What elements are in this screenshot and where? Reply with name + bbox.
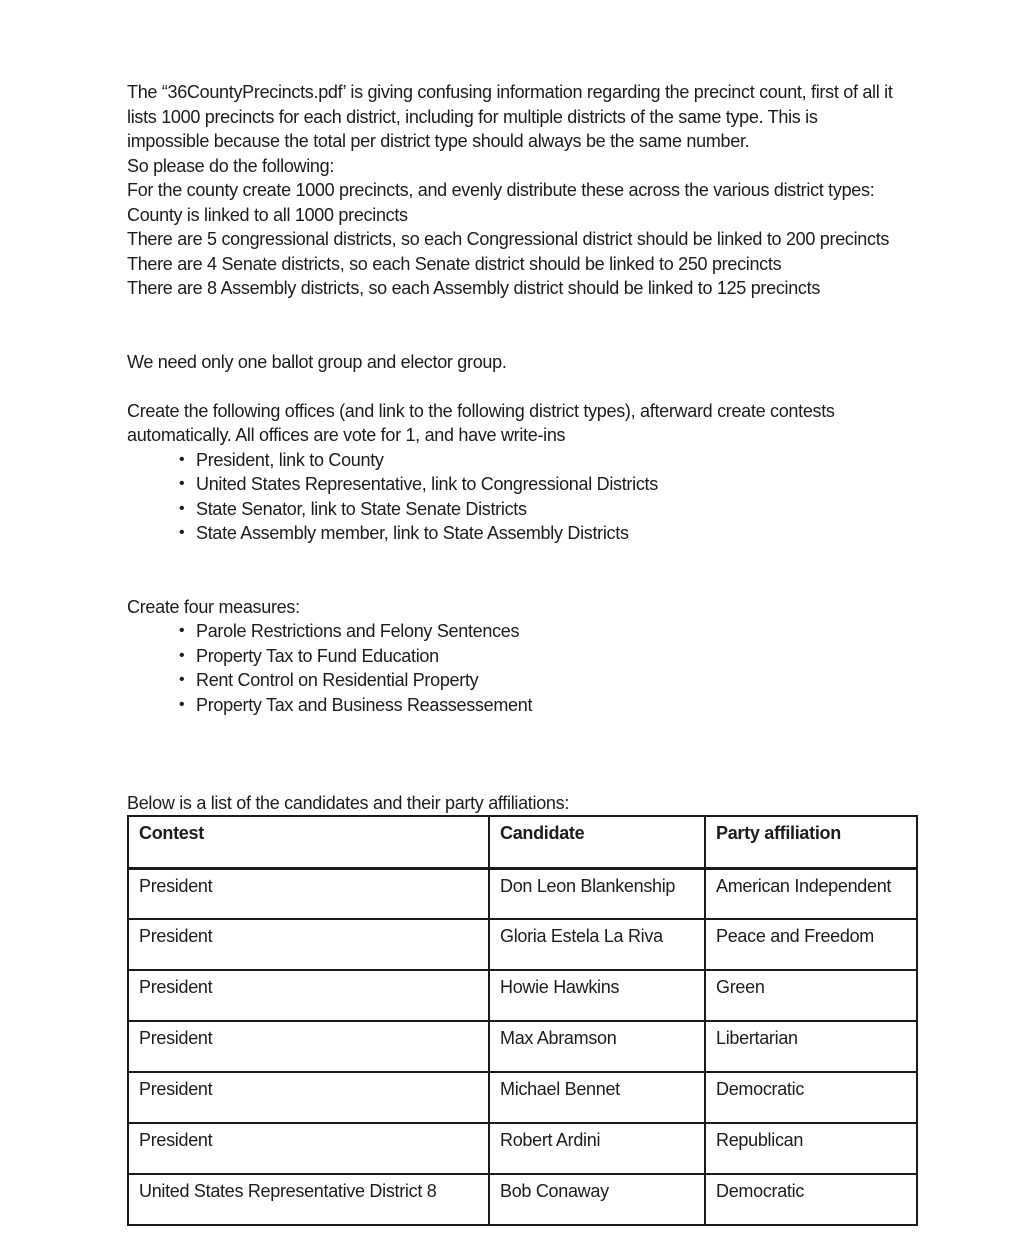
table-header-row [128, 816, 917, 868]
candidates-intro: Below is a list of the candidates and their party affiliations: [127, 792, 570, 813]
intro-line: impossible because the total per district type should always be the same number. [127, 131, 750, 151]
intro-line: County is linked to all 1000 precincts [127, 204, 408, 225]
table-row [128, 1174, 917, 1225]
table-header-contest: Contest [128, 816, 489, 868]
intro-line: There are 4 Senate districts, so each Senate district should be linked to 250 precincts [127, 253, 782, 274]
candidates-section [127, 791, 1036, 1227]
table-row [128, 1021, 917, 1072]
party-cell: Peace and Freedom [705, 919, 917, 970]
intro-line: So please do the following: [127, 155, 335, 176]
contest-cell: President [128, 868, 489, 919]
offices-intro-line: automatically. All offices are vote for 1, and have write-ins [127, 425, 566, 445]
measure-list-item: • Rent Control on Residential Property [196, 668, 1036, 693]
party-cell: Democratic [705, 1174, 917, 1225]
table-row [128, 1072, 917, 1123]
measures-heading: Create four measures: [127, 596, 300, 617]
table-header-candidate: Candidate [489, 816, 705, 868]
intro-line: lists 1000 precincts for each district, including for multiple districts of the same type. This is [127, 106, 818, 127]
measures-section [127, 595, 1036, 718]
spacer [127, 717, 1036, 791]
measure-list-item: • Property Tax and Business Reassessement [196, 693, 1036, 718]
candidate-cell: Michael Bennet [489, 1072, 705, 1123]
spacer [127, 374, 1036, 399]
party-cell: American Independent [705, 868, 917, 919]
intro-line: There are 8 Assembly districts, so each Assembly district should be linked to 125 precincts [127, 278, 821, 298]
office-list-item: • United States Representative, link to Congressional Districts [196, 472, 1036, 497]
contest-cell: President [128, 1072, 489, 1123]
spacer [127, 301, 1036, 350]
candidate-cell: Howie Hawkins [489, 970, 705, 1021]
party-cell: Libertarian [705, 1021, 917, 1072]
candidates-table [127, 815, 918, 1226]
table-row [128, 970, 917, 1021]
intro-paragraph [127, 80, 1036, 301]
contest-cell: President [128, 1021, 489, 1072]
candidate-cell: Robert Ardini [489, 1123, 705, 1174]
table-row [128, 1123, 917, 1174]
offices-intro-line: Create the following offices (and link to the following district types), afterward create contests [127, 400, 835, 421]
measure-list-item: • Parole Restrictions and Felony Sentences [196, 619, 1036, 644]
candidate-cell: Don Leon Blankenship [489, 868, 705, 919]
contest-cell: President [128, 919, 489, 970]
spacer [127, 546, 1036, 595]
ballot-group-note: We need only one ballot group and elector group. [127, 351, 507, 372]
measures-list [127, 619, 1036, 717]
contest-cell: United States Representative District 8 [128, 1174, 489, 1225]
intro-line: There are 5 congressional districts, so each Congressional district should be linked to 200 precincts [127, 229, 890, 249]
intro-line: The “36CountyPrecincts.pdf’ is giving confusing information regarding the precinct count, first of all it [127, 82, 893, 102]
table-row [128, 919, 917, 970]
contest-cell: President [128, 1123, 489, 1174]
offices-section [127, 399, 1036, 546]
candidate-cell: Bob Conaway [489, 1174, 705, 1225]
office-list-item: • State Senator, link to State Senate Districts [196, 497, 1036, 522]
party-cell: Republican [705, 1123, 917, 1174]
contest-cell: President [128, 970, 489, 1021]
offices-list [127, 448, 1036, 546]
party-cell: Green [705, 970, 917, 1021]
intro-line: For the county create 1000 precincts, and evenly distribute these across the various district types: [127, 180, 875, 200]
office-list-item: • President, link to County [196, 448, 1036, 473]
party-cell: Democratic [705, 1072, 917, 1123]
candidate-cell: Max Abramson [489, 1021, 705, 1072]
measure-list-item: • Property Tax to Fund Education [196, 644, 1036, 669]
table-header-party: Party affiliation [705, 816, 917, 868]
office-list-item: • State Assembly member, link to State Assembly Districts [196, 521, 1036, 546]
table-row [128, 868, 917, 919]
candidate-cell: Gloria Estela La Riva [489, 919, 705, 970]
